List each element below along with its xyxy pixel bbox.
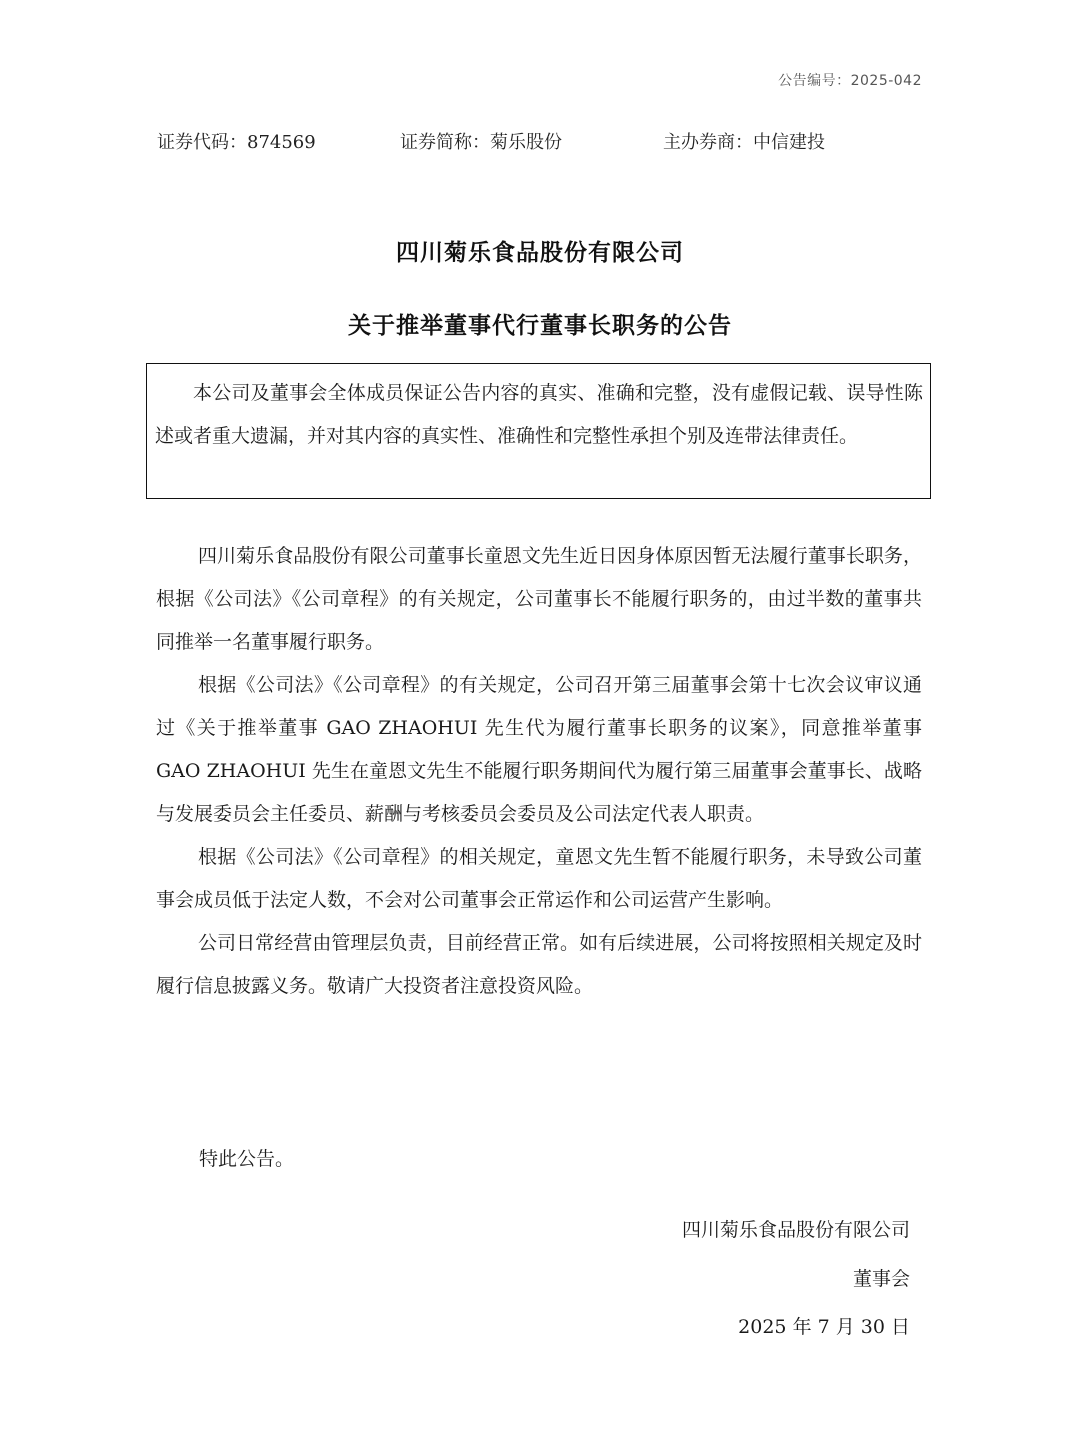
securities-name: 证券简称：菊乐股份 (400, 132, 562, 153)
lead-broker: 主办券商：中信建投 (663, 132, 825, 153)
responsibility-statement-box (146, 363, 931, 499)
announcement-body (156, 535, 922, 1008)
responsibility-statement: 本公司及董事会全体成员保证公告内容的真实、准确和完整，没有虚假记载、误导性陈述或者重大遗漏，并对其内容的真实性、准确性和完整性承担个别及连带法律责任。 (155, 382, 923, 447)
body-paragraph-3: 根据《公司法》《公司章程》的相关规定，童恩文先生暂不能履行职务，未导致公司董事会成员低于法定人数，不会对公司董事会正常运作和公司运营产生影响。 (156, 846, 922, 911)
signature-company: 四川菊乐食品股份有限公司 (681, 1219, 910, 1241)
signature-board: 董事会 (852, 1268, 910, 1290)
signature-date: 2025 年 7 月 30 日 (738, 1316, 910, 1338)
body-paragraph-1: 四川菊乐食品股份有限公司董事长童恩文先生近日因身体原因暂无法履行董事长职务，根据《公司法》《公司章程》的有关规定，公司董事长不能履行职务的，由过半数的董事共同推举一名董事履行职务。 (156, 545, 922, 653)
document-title-subject: 关于推举董事代行董事长职务的公告 (348, 313, 732, 339)
closing-remark: 特此公告。 (199, 1148, 295, 1170)
document-title-company: 四川菊乐食品股份有限公司 (396, 240, 684, 266)
announcement-number: 公告编号：2025-042 (778, 73, 922, 89)
body-paragraph-2: 根据《公司法》《公司章程》的有关规定，公司召开第三届董事会第十七次会议审议通过《关于推举董事 GAO ZHAOHUI 先生代为履行董事长职务的议案》，同意推举董事 GAO ZHAOHUI 先生在童恩文先生不能履行职务期间代为履行第三届董事会董事长、战略与发展委员会主任委员、薪酬与考核委员会委员及公司法定代表人职责。 (156, 674, 922, 825)
securities-code: 证券代码：874569 (157, 132, 316, 153)
body-paragraph-4: 公司日常经营由管理层负责，目前经营正常。如有后续进展，公司将按照相关规定及时履行信息披露义务。敬请广大投资者注意投资风险。 (156, 932, 922, 997)
